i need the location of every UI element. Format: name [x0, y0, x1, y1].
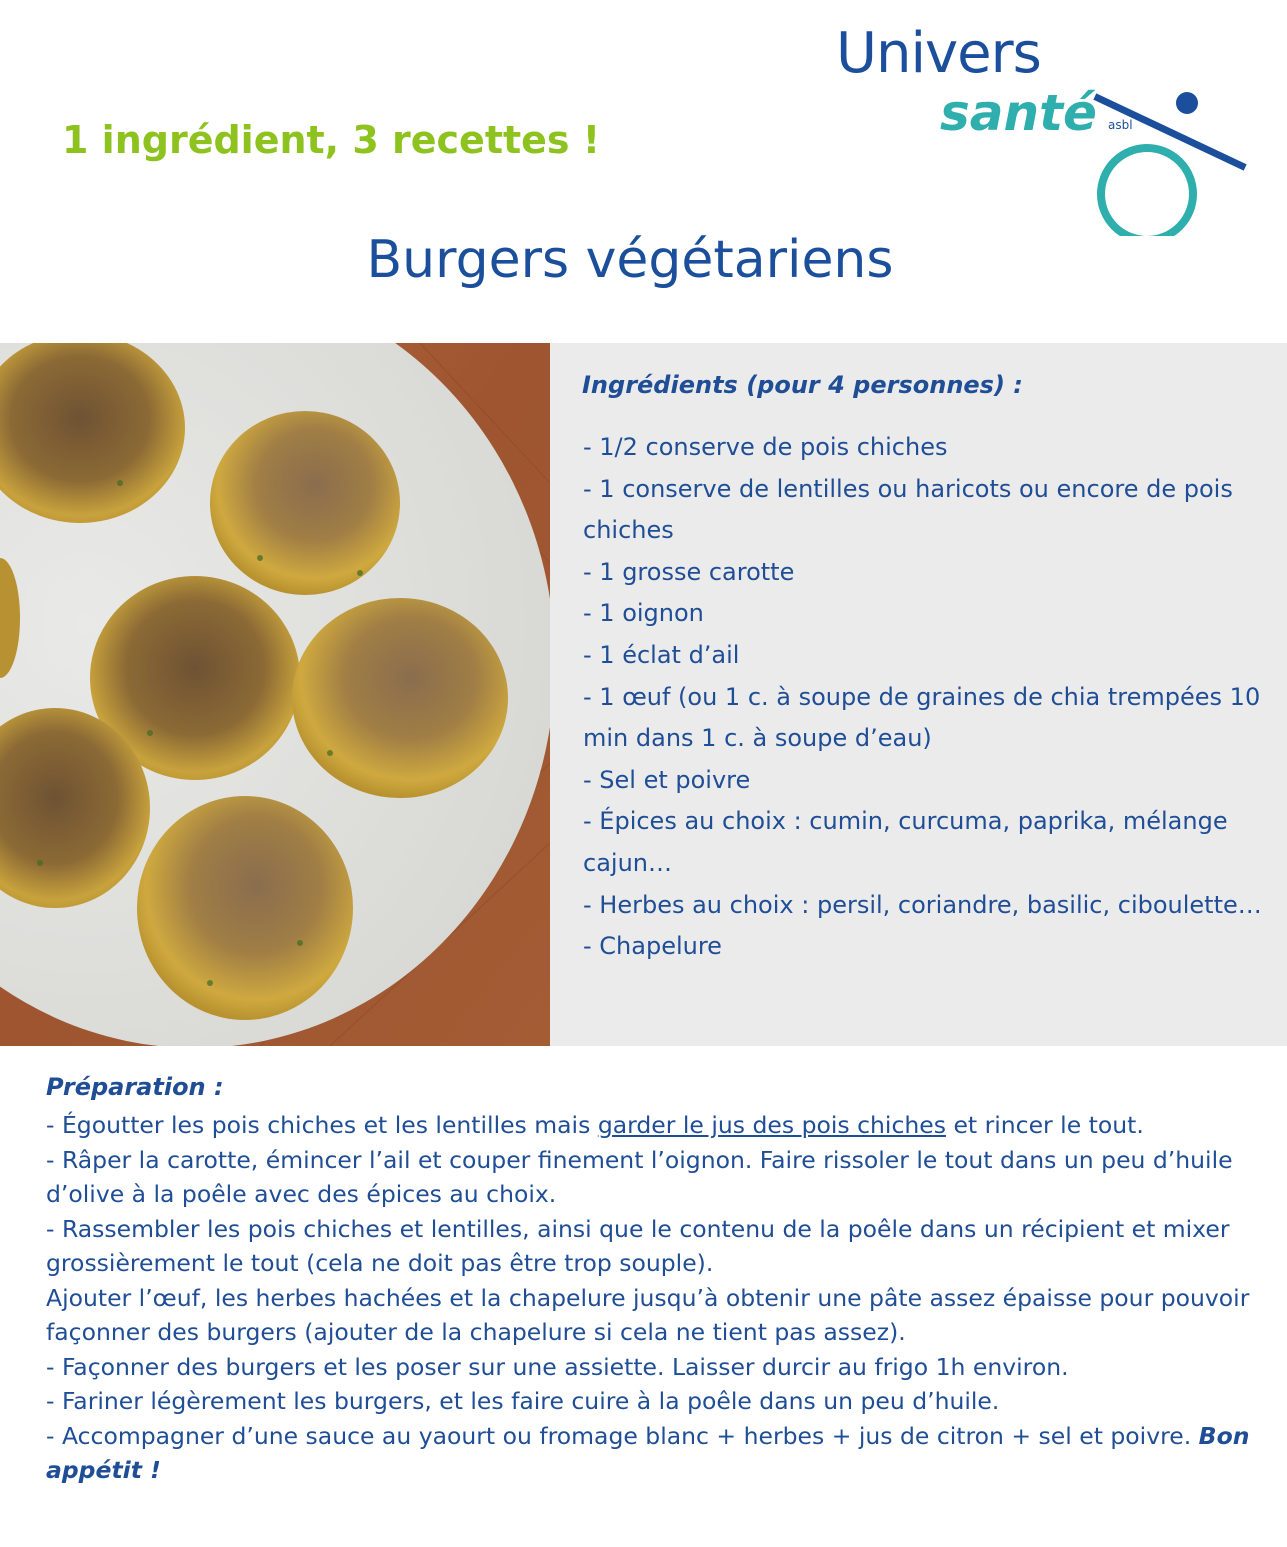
ingredient-item: - 1 oignon [583, 599, 704, 628]
preparation-step: Ajouter l’œuf, les herbes hachées et la chapelure jusqu’à obtenir une pâte assez épaisse pour pouvoir façonner des burgers (ajouter de la chapelure si cela ne tient pas assez). [46, 1283, 1250, 1346]
logo-text-sante: santé [940, 84, 1097, 142]
preparation-section [46, 1068, 1276, 1488]
preparation-step: - Râper la carotte, émincer l’ail et couper finement l’oignon. Faire rissoler le tout dans un peu d’huile d’olive à la poêle avec des épices au choix. [46, 1145, 1233, 1208]
ingredient-item: - 1/2 conserve de pois chiches [583, 433, 948, 461]
ingredient-item: - 1 grosse carotte [583, 557, 795, 586]
step-text: - Accompagner d’une sauce au yaourt ou fromage blanc + herbes + jus de citron + sel et poivre. [46, 1421, 1199, 1450]
ingredient-item: - 1 éclat d’ail [583, 640, 740, 669]
ingredients-list [583, 427, 1263, 968]
closing-wish: Bon appétit ! [46, 1421, 1250, 1484]
preparation-step: - Fariner légèrement les burgers, et les faire cuire à la poêle dans un peu d’huile. [46, 1387, 1000, 1415]
ingredient-item: - 1 œuf (ou 1 c. à soupe de graines de chia trempées 10 min dans 1 c. à soupe d’eau) [583, 682, 1261, 753]
logo-figure-icon [1092, 76, 1252, 236]
veggie-burgers-photo-icon [0, 343, 550, 1046]
ingredient-item: - 1 conserve de lentilles ou haricots ou encore de pois chiches [583, 474, 1233, 545]
step-emphasis-underlined: garder le jus des pois chiches [597, 1111, 946, 1139]
univers-sante-logo [836, 18, 1256, 233]
preparation-title: Préparation : [46, 1073, 224, 1101]
ingredient-item: - Sel et poivre [583, 765, 751, 794]
veggie-burgers-photo [0, 343, 550, 1046]
preparation-step [46, 1108, 1276, 1143]
ingredients-title: Ingrédients (pour 4 personnes) : [582, 371, 1023, 399]
tagline: 1 ingrédient, 3 recettes ! [62, 118, 601, 162]
ingredient-item: - Herbes au choix : persil, coriandre, basilic, ciboulette… [583, 890, 1262, 919]
recipe-title: Burgers végétariens [366, 230, 894, 290]
step-text: et rincer le tout. [945, 1111, 1144, 1139]
logo-text-asbl: asbl [1108, 118, 1133, 132]
preparation-step: - Rassembler les pois chiches et lentilles, ainsi que le contenu de la poêle dans un récipient et mixer grossièrement le tout (cela ne doit pas être trop souple). [46, 1214, 1230, 1277]
preparation-step: - Façonner des burgers et les poser sur une assiette. Laisser durcir au frigo 1h environ. [46, 1352, 1069, 1381]
preparation-step [46, 1419, 1276, 1488]
ingredient-item: - Épices au choix : cumin, curcuma, paprika, mélange cajun… [583, 807, 1228, 877]
ingredients-panel [550, 343, 1287, 1046]
ingredient-item: - Chapelure [583, 932, 722, 961]
step-text: - Égoutter les pois chiches et les lentilles mais [46, 1111, 598, 1139]
logo-text-univers: Univers [836, 21, 1041, 86]
